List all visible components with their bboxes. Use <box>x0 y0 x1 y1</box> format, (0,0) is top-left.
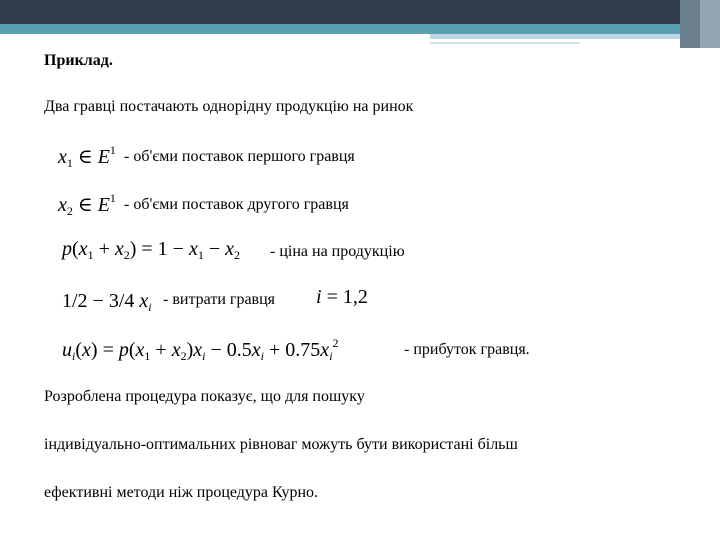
header-band-dark <box>0 0 720 24</box>
conclusion-line-3: ефективні методи ніж процедура Курно. <box>44 484 319 501</box>
conclusion-line-2: індивідуально-оптимальних рівноваг можуть бути використані більш <box>44 436 518 453</box>
intro-text: Два гравці постачають однорідну продукцію на ринок <box>44 98 414 115</box>
formula-price: $p(x_1 + x_2) = 1 - x_1 - x_2$ <box>62 238 241 262</box>
slide-title: Приклад. <box>44 52 113 69</box>
formula-x2: $x_2$ ∈ $E^1$ <box>58 191 116 218</box>
header-band-corner-2 <box>700 0 720 48</box>
formula-index: i = 1,2 <box>316 286 368 308</box>
header-band <box>0 0 720 44</box>
desc-profit: - прибуток гравця. <box>404 341 530 358</box>
formula-x1: $x_1$ ∈ $E^1$ <box>58 143 116 170</box>
desc-x1: - об'єми поставок першого гравця <box>124 148 355 165</box>
desc-price: - ціна на продукцію <box>270 243 405 260</box>
conclusion-line-1: Розроблена процедура показує, що для пошуку <box>44 388 365 405</box>
header-band-teal <box>0 24 720 34</box>
header-band-accent-line-2 <box>430 42 580 44</box>
formula-profit: $u_i(x) = p(x_1 + x_2)x_i - 0.5x_i + 0.75x_i^2$ <box>62 336 339 363</box>
header-band-accent-line <box>430 34 720 39</box>
formula-costs: 1/2 − 3/4 $x_i$ <box>62 290 152 314</box>
desc-costs: - витрати гравця <box>163 291 276 308</box>
desc-x2: - об'єми поставок другого гравця <box>124 196 349 213</box>
